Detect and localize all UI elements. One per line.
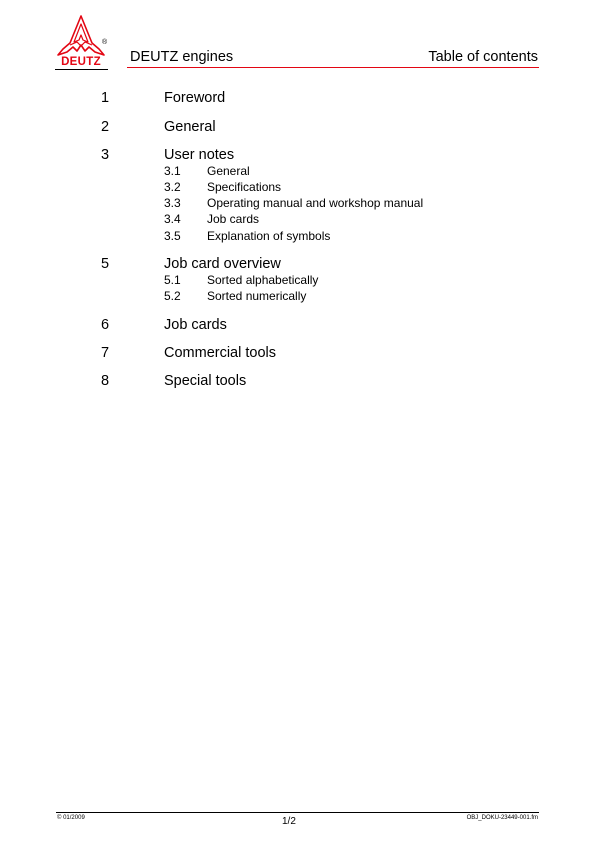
- toc-subsection[interactable]: [0, 180, 595, 196]
- toc-chapter-title[interactable]: General: [164, 119, 216, 135]
- toc-chapter-title[interactable]: Special tools: [164, 373, 247, 389]
- toc-subsection-number: 3.5: [164, 229, 181, 243]
- toc-chapter-number: 6: [101, 317, 110, 333]
- toc-chapter-title[interactable]: Commercial tools: [164, 345, 276, 361]
- toc-chapter-number: 1: [101, 90, 110, 106]
- toc-chapter-number: 8: [101, 373, 110, 389]
- logo-underline: [55, 69, 108, 70]
- toc-subsection-title[interactable]: Explanation of symbols: [207, 229, 331, 243]
- footer-divider: [56, 812, 539, 813]
- toc-subsection-title[interactable]: Operating manual and workshop manual: [207, 196, 424, 210]
- deutz-logo: [55, 15, 115, 70]
- toc-subsection-number: 3.1: [164, 164, 181, 178]
- toc-chapter[interactable]: [0, 373, 595, 393]
- toc-chapter-number: 3: [101, 147, 110, 163]
- toc-subsection-title[interactable]: Sorted numerically: [207, 289, 307, 303]
- toc-subsection[interactable]: [0, 164, 595, 180]
- header-divider: [127, 67, 539, 68]
- deutz-flame-icon: [55, 15, 107, 57]
- toc-chapter-number: 2: [101, 119, 110, 135]
- toc-chapter-number: 5: [101, 256, 110, 272]
- toc-subsection[interactable]: [0, 229, 595, 245]
- toc-subsection-number: 5.2: [164, 289, 181, 303]
- toc-subsection-title[interactable]: General: [207, 164, 250, 178]
- toc-chapter-title[interactable]: User notes: [164, 147, 235, 163]
- toc-chapter-title[interactable]: Job cards: [164, 317, 227, 333]
- toc-subsection[interactable]: [0, 212, 595, 228]
- toc-subsection[interactable]: [0, 273, 595, 289]
- toc-subsection[interactable]: [0, 196, 595, 212]
- toc-subsection-number: 3.2: [164, 180, 181, 194]
- toc-chapter-title[interactable]: Foreword: [164, 90, 226, 106]
- toc-chapter[interactable]: [0, 345, 595, 365]
- toc-chapter[interactable]: [0, 317, 595, 337]
- toc-subsection-title[interactable]: Sorted alphabetically: [207, 273, 319, 287]
- toc-chapter[interactable]: [0, 90, 595, 110]
- toc-chapter-number: 7: [101, 345, 110, 361]
- toc-subsection-title[interactable]: Job cards: [207, 212, 260, 226]
- toc-subsection-number: 5.1: [164, 273, 181, 287]
- toc-subsection-title[interactable]: Specifications: [207, 180, 282, 194]
- document-title: DEUTZ engines: [130, 49, 234, 65]
- toc-subsection-number: 3.4: [164, 212, 181, 226]
- registered-mark: ®: [102, 39, 108, 46]
- toc-chapter[interactable]: [0, 119, 595, 139]
- brand-logo-text: DEUTZ: [61, 56, 101, 68]
- footer-copyright: © 01/2009: [57, 815, 85, 821]
- toc-chapter-title[interactable]: Job card overview: [164, 256, 281, 272]
- toc-subsection[interactable]: [0, 289, 595, 305]
- page-number: 1/2: [282, 816, 296, 827]
- toc-subsection-number: 3.3: [164, 196, 181, 210]
- section-title: Table of contents: [428, 49, 538, 65]
- footer-filename: OBJ_DOKU-23449-001.fm: [466, 815, 538, 821]
